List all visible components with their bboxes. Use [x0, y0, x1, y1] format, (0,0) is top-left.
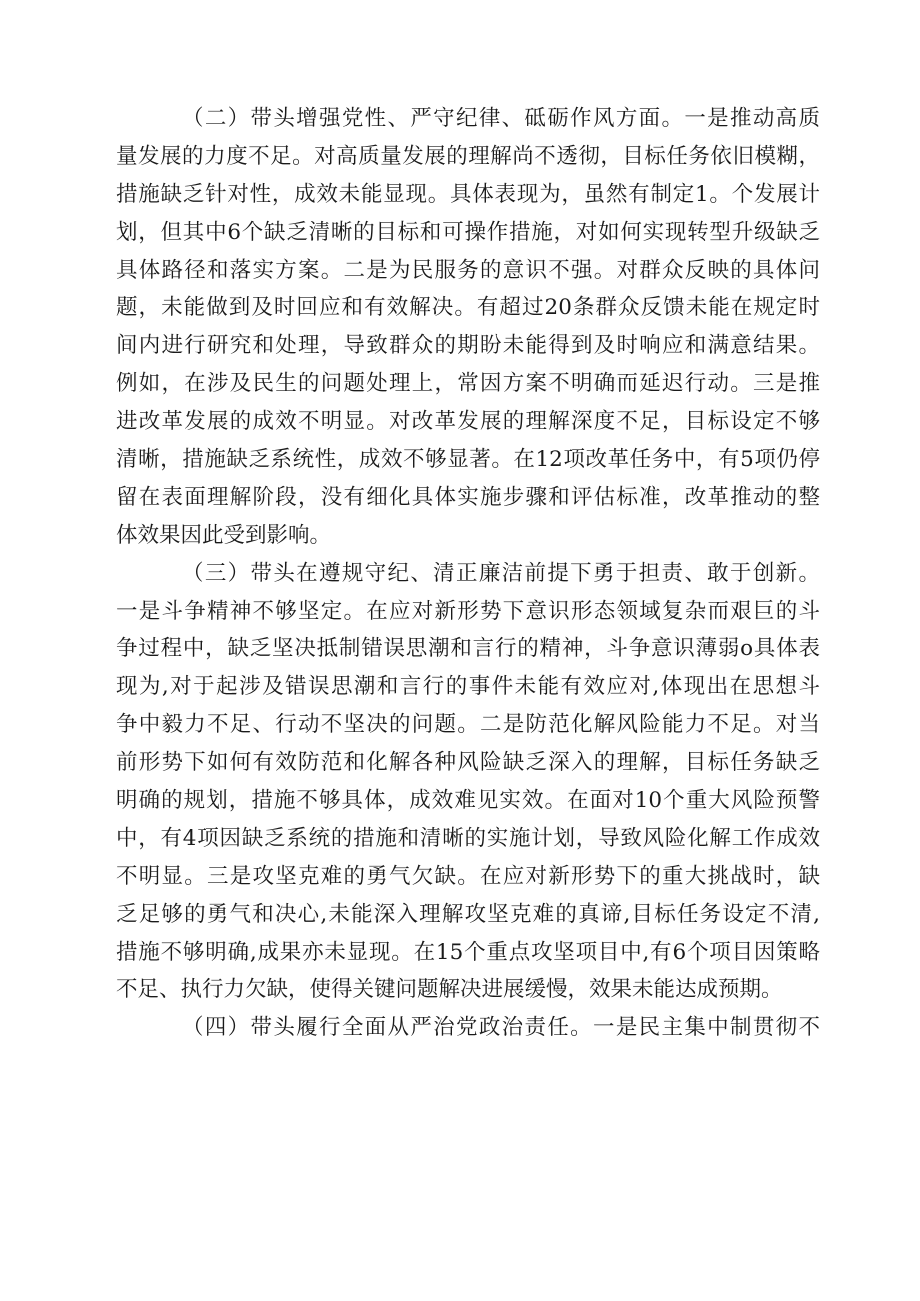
text-line: 措施不够明确,成果亦未显现。在15个重点攻坚项目中,有6个项目因策略 [116, 939, 820, 965]
text-line: 明确的规划，措施不够具体，成效难见实效。在面对10个重大风险预警 [116, 788, 820, 814]
text-line: 间内进行研究和处理，导致群众的期盼未能得到及时响应和满意结果。 [116, 333, 820, 359]
paragraph-section-3 [116, 555, 820, 1010]
text-line: 一是斗争精神不够坚定。在应对新形势下意识形态领域复杂而艰巨的斗 [116, 598, 820, 624]
text-line: 现为,对于起涉及错误思潮和言行的事件未能有效应对,体现出在思想斗 [116, 674, 820, 700]
text-line: 题，未能做到及时回应和有效解决。有超过20条群众反馈未能在规定时 [116, 295, 820, 321]
text-line: 例如，在涉及民生的问题处理上，常因方案不明确而延迟行动。三是推 [116, 371, 820, 397]
document-body [116, 100, 820, 1047]
text-line: 乏足够的勇气和决心,未能深入理解攻坚克难的真谛,目标任务设定不清, [116, 901, 820, 927]
text-line: 体效果因此受到影响。 [116, 522, 332, 548]
text-line: 中，有4项因缺乏系统的措施和清晰的实施计划，导致风险化解工作成效 [116, 825, 820, 851]
text-line: 量发展的力度不足。对高质量发展的理解尚不透彻，目标任务依旧模糊， [116, 143, 820, 169]
text-line: 留在表面理解阶段，没有细化具体实施步骤和评估标准，改革推动的整 [116, 484, 820, 510]
text-line: 争中毅力不足、行动不坚决的问题。二是防范化解风险能力不足。对当 [116, 712, 820, 738]
text-line: 不明显。三是攻坚克难的勇气欠缺。在应对新形势下的重大挑战时，缺 [116, 863, 820, 889]
text-line: 争过程中，缺乏坚决抵制错误思潮和言行的精神，斗争意识薄弱o具体表 [116, 636, 820, 662]
paragraph-section-4 [116, 1009, 820, 1047]
text-line: 进改革发展的成效不明显。对改革发展的理解深度不足，目标设定不够 [116, 409, 820, 435]
text-line: 措施缺乏针对性，成效未能显现。具体表现为，虽然有制定1。个发展计 [116, 181, 820, 207]
paragraph-section-2 [116, 100, 820, 555]
text-line: 清晰，措施缺乏系统性，成效不够显著。在12项改革任务中，有5项仍停 [116, 447, 820, 473]
text-line: （四）带头履行全面从严治党政治责任。一是民主集中制贯彻不 [182, 1015, 820, 1041]
text-line: （三）带头在遵规守纪、清正廉洁前提下勇于担责、敢于创新。 [182, 560, 820, 586]
text-line: （二）带头增强党性、严守纪律、砥砺作风方面。一是推动高质 [182, 106, 820, 131]
text-line: 划，但其中6个缺乏清晰的目标和可操作措施，对如何实现转型升级缺乏 [116, 219, 820, 245]
text-line: 具体路径和落实方案。二是为民服务的意识不强。对群众反映的具体问 [116, 257, 820, 283]
text-line: 不足、执行力欠缺，使得关键问题解决进展缓慢，效果未能达成预期。 [116, 977, 783, 1003]
text-line: 前形势下如何有效防范和化解各种风险缺乏深入的理解，目标任务缺乏 [116, 750, 820, 776]
